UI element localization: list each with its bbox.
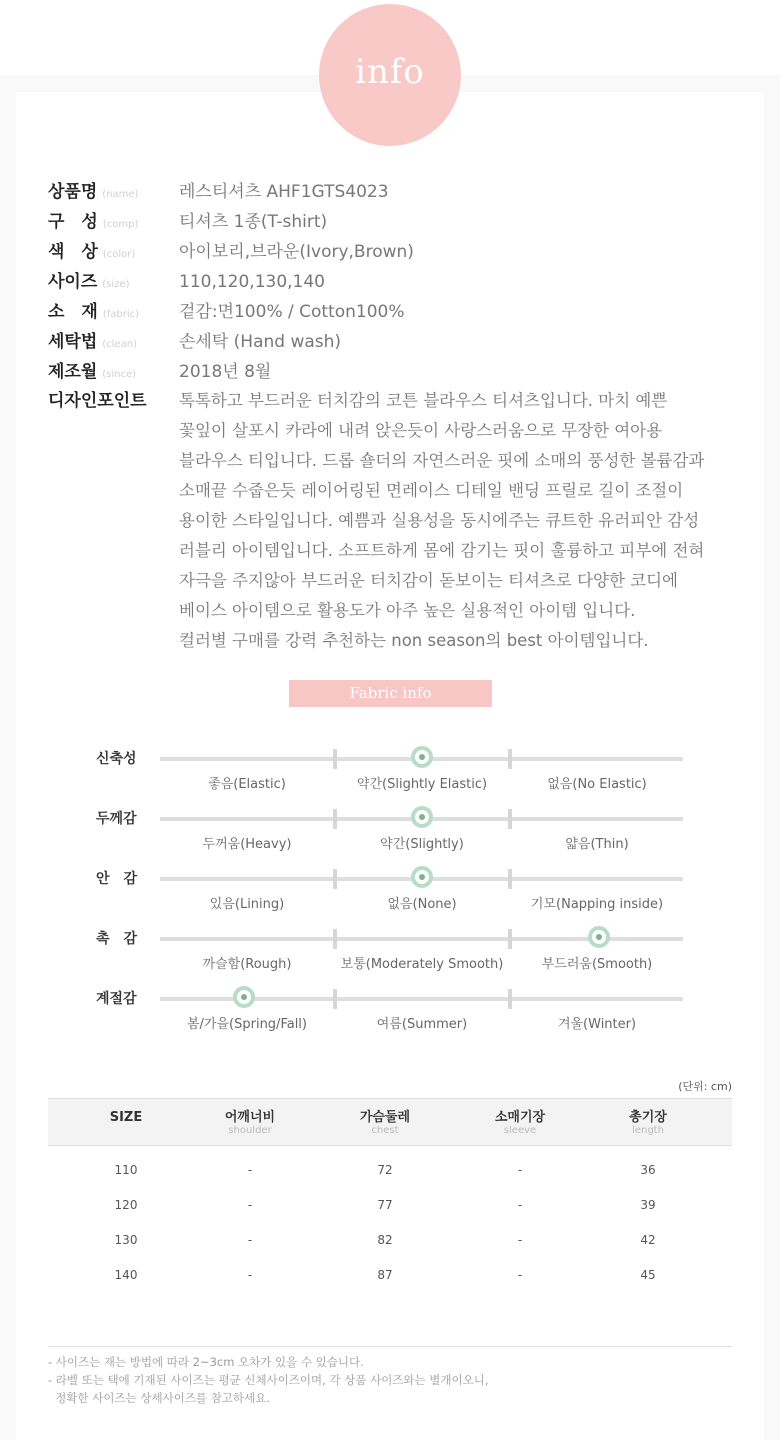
size-notes (48, 1346, 732, 1407)
table-cell: 130 (114, 1233, 138, 1247)
fabric-option: 좋음(Elastic) (208, 777, 286, 792)
description-line: 자극을 주지않아 부드러운 터치감이 돋보이는 티셔츠로 다양한 코디에 (179, 571, 678, 590)
fabric-label: 촉 감 (96, 931, 138, 947)
size-table-header (48, 1098, 732, 1146)
size-table-header-cell (66, 1099, 186, 1125)
fabric-option: 여름(Summer) (376, 1017, 468, 1032)
table-cell: 42 (640, 1233, 656, 1247)
header-en: chest (371, 1125, 399, 1136)
size-table-header-cell (588, 1099, 708, 1137)
info-value: 2018년 8월 (179, 362, 272, 382)
note-line: - 라벨 또는 택에 기재된 사이즈는 평균 신체사이즈이며, 각 상품 사이즈와는 별개이오니, (48, 1373, 489, 1387)
info-label (48, 177, 178, 210)
info-badge (319, 4, 461, 146)
info-label (48, 327, 178, 360)
table-cell: 110 (114, 1163, 138, 1177)
selected-marker (411, 746, 433, 768)
info-label-ko: 상품명 (48, 182, 98, 202)
info-label (48, 207, 178, 240)
description-line: 톡톡하고 부드러운 터치감의 코튼 블라우스 티셔츠입니다. 마치 예쁜 (179, 391, 668, 410)
description-line: 컬러별 구매를 강력 추천하는 non season의 best 아이템입니다. (179, 631, 649, 650)
scale-divider (333, 989, 337, 1009)
fabric-label: 안 감 (96, 871, 138, 887)
header-en: shoulder (228, 1125, 272, 1136)
table-cell: 36 (640, 1163, 656, 1177)
info-label-ko: 세탁법 (48, 332, 98, 352)
table-cell: 72 (377, 1163, 393, 1177)
selected-marker (411, 806, 433, 828)
info-label-en: (fabric) (102, 309, 140, 320)
fabric-label: 두께감 (96, 811, 137, 827)
info-label-ko: 사이즈 (48, 272, 98, 292)
info-label (48, 267, 178, 300)
selected-marker (588, 926, 610, 948)
fabric-option: 두꺼움(Heavy) (202, 837, 292, 852)
header-ko: 총기장 (629, 1110, 667, 1125)
size-table-header-cell (190, 1099, 310, 1137)
fabric-info-title: Fabric info (289, 680, 492, 707)
fabric-option: 얇음(Thin) (565, 837, 629, 852)
scale-divider (508, 989, 512, 1009)
description-line: 용이한 스타일입니다. 예쁨과 실용성을 동시에주는 큐트한 유러피안 감성 (179, 511, 700, 530)
table-row (48, 1257, 732, 1292)
fabric-option: 약간(Slightly Elastic) (356, 777, 488, 792)
info-label (48, 237, 178, 270)
info-label-ko: 구 성 (48, 212, 98, 232)
description-line: 꽃잎이 살포시 카라에 내려 앉은듯이 사랑스러움으로 무장한 여아용 (179, 421, 663, 440)
table-cell: 82 (377, 1233, 393, 1247)
header-en: sleeve (503, 1125, 537, 1136)
design-point-label: 디자인포인트 (48, 391, 147, 411)
header-ko: 소매기장 (494, 1110, 546, 1125)
table-row (48, 1222, 732, 1257)
info-value: 티셔츠 1종(T-shirt) (179, 212, 328, 232)
table-cell: - (247, 1163, 253, 1177)
description-line: 블라우스 티입니다. 드롭 숄더의 자연스러운 핏에 소매의 풍성한 볼륨감과 (179, 451, 705, 470)
info-label-en: (name) (102, 189, 139, 200)
scale-divider (333, 929, 337, 949)
info-label-en: (size) (102, 279, 130, 290)
size-unit: (단위: cm) (678, 1080, 732, 1093)
info-value: 겉감:면100% / Cotton100% (179, 302, 405, 322)
table-cell: - (517, 1163, 523, 1177)
table-cell: 140 (114, 1268, 138, 1282)
table-cell: - (247, 1233, 253, 1247)
fabric-option: 부드러움(Smooth) (541, 957, 653, 972)
fabric-option: 보통(Moderately Smooth) (340, 957, 504, 972)
table-cell: 39 (640, 1198, 656, 1212)
fabric-option: 까슬함(Rough) (202, 957, 292, 972)
note-line: 정확한 사이즈는 상세사이즈를 참고하세요. (48, 1391, 270, 1405)
description-line: 소매끝 수줍은듯 레이어링된 면레이스 디테일 밴딩 프릴로 길이 조절이 (179, 481, 684, 500)
fabric-row (0, 991, 780, 1057)
table-cell: 87 (377, 1268, 393, 1282)
scale-divider (508, 749, 512, 769)
header-en: length (632, 1125, 664, 1136)
fabric-label: 신축성 (96, 751, 137, 767)
note-line: - 사이즈는 재는 방법에 따라 2~3cm 오차가 있을 수 있습니다. (48, 1355, 364, 1369)
table-cell: - (247, 1198, 253, 1212)
table-cell: - (517, 1233, 523, 1247)
info-label-ko: 소 재 (48, 302, 98, 322)
info-label-en: (color) (102, 249, 136, 260)
size-table-header-cell (325, 1099, 445, 1137)
info-label-en: (comp) (102, 219, 139, 230)
description-line: 베이스 아이템으로 활용도가 아주 높은 실용적인 아이템 입니다. (179, 601, 636, 620)
info-value: 레스티셔츠 AHF1GTS4023 (179, 182, 389, 202)
fabric-option: 기모(Napping inside) (530, 897, 664, 912)
scale-divider (508, 869, 512, 889)
info-value: 110,120,130,140 (179, 272, 326, 292)
info-badge-text: info (355, 52, 425, 92)
design-point-description (179, 386, 769, 656)
fabric-option: 있음(Lining) (209, 897, 285, 912)
fabric-option: 약간(Slightly) (380, 837, 464, 852)
header-ko: 어깨너비 (224, 1110, 276, 1125)
fabric-option: 봄/가을(Spring/Fall) (186, 1017, 307, 1032)
table-row (48, 1152, 732, 1187)
selected-marker (411, 866, 433, 888)
info-label-ko: 색 상 (48, 242, 98, 262)
info-label (48, 297, 178, 330)
fabric-option: 없음(None) (387, 897, 457, 912)
scale-divider (508, 809, 512, 829)
scale-divider (508, 929, 512, 949)
fabric-option: 없음(No Elastic) (547, 777, 647, 792)
table-cell: - (517, 1268, 523, 1282)
info-label-en: (since) (102, 369, 137, 380)
table-cell: 45 (640, 1268, 656, 1282)
scale-divider (333, 869, 337, 889)
scale-divider (333, 749, 337, 769)
selected-marker (233, 986, 255, 1008)
table-cell: 120 (114, 1198, 138, 1212)
info-value: 아이보리,브라운(Ivory,Brown) (179, 242, 414, 262)
header-ko: 가슴둘레 (359, 1110, 411, 1125)
fabric-label: 계절감 (96, 991, 137, 1007)
info-label-en: (clean) (102, 339, 137, 350)
size-table-header-cell (460, 1099, 580, 1137)
header-ko: SIZE (109, 1110, 143, 1125)
table-cell: - (517, 1198, 523, 1212)
table-cell: 77 (377, 1198, 393, 1212)
table-cell: - (247, 1268, 253, 1282)
table-row (48, 1187, 732, 1222)
info-value: 손세탁 (Hand wash) (179, 332, 342, 352)
fabric-option: 겨울(Winter) (557, 1017, 637, 1032)
description-line: 러블리 아이템입니다. 소프트하게 몸에 감기는 핏이 훌륭하고 피부에 전혀 (179, 541, 705, 560)
info-label-ko: 제조월 (48, 362, 98, 382)
scale-divider (333, 809, 337, 829)
